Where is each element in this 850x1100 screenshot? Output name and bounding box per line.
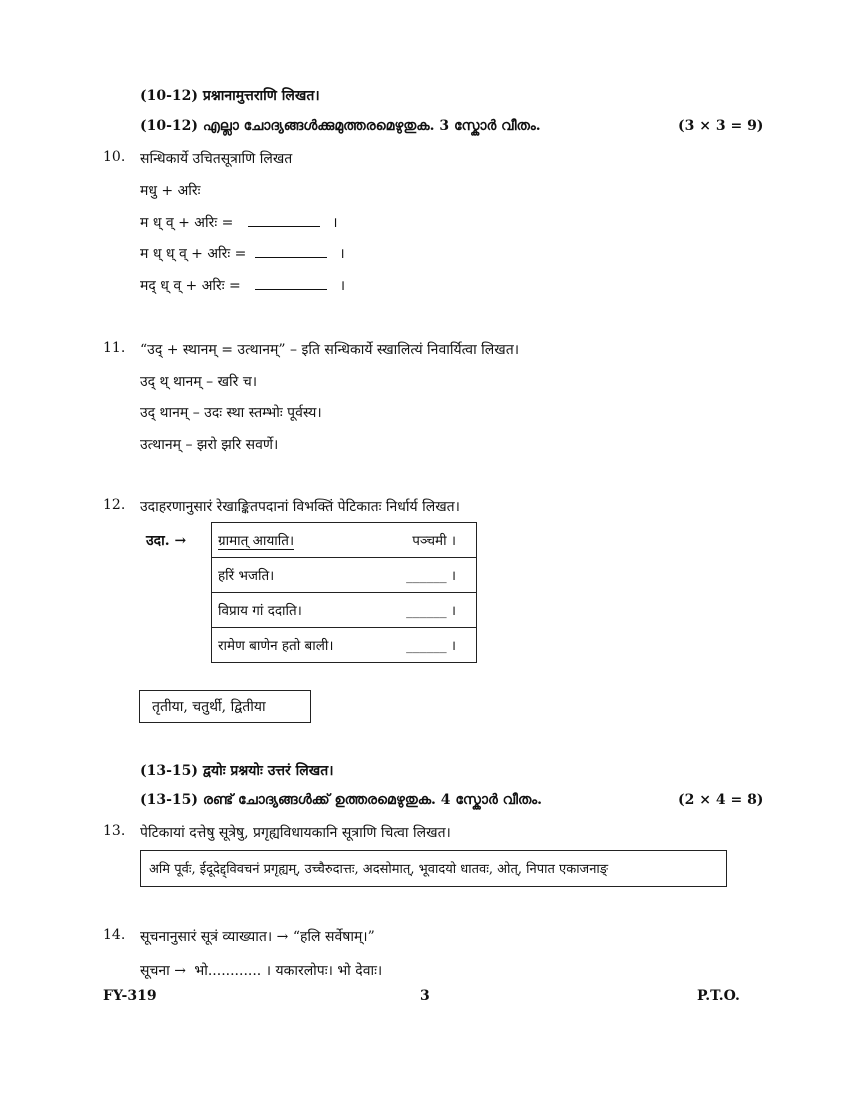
q10-line-4-text: मद् ध् व् + अरिः = bbox=[140, 278, 241, 294]
section1-heading-malayalam: (10-12) എല്ലാ ചോദ്യങ്ങൾക്കുമുത്തരമെഴുതുക. 3 സ്കോർ വീതം. bbox=[140, 118, 541, 134]
table-row bbox=[212, 593, 477, 628]
footer-page-number: 3 bbox=[420, 988, 430, 1004]
q12-number: 12. bbox=[103, 497, 126, 513]
q14-hint-text: भो............ । यकारलोपः। भो देवाः। bbox=[194, 963, 383, 979]
q14-hint-label: सूचना → bbox=[140, 963, 186, 979]
q14-prompt: सूचनानुसारं सूत्रं व्याख्यात। → “हलि सर्वेषाम्।” bbox=[140, 929, 375, 945]
footer-code: FY-319 bbox=[103, 988, 157, 1004]
q12-sentence-1: ग्रामात् आयाति। bbox=[212, 523, 381, 558]
table-row bbox=[212, 523, 477, 558]
q12-options-box bbox=[139, 690, 311, 723]
q12-answer-1: पञ्चमी । bbox=[380, 523, 477, 558]
table-row bbox=[212, 628, 477, 663]
section1-heading-sanskrit: (10-12) प्रश्नानामुत्तराणि लिखत। bbox=[140, 88, 320, 104]
q12-answer-3[interactable]: ______ । bbox=[380, 593, 477, 628]
q10-line-3-text: म ध् ध् व् + अरिः = bbox=[140, 246, 247, 262]
q12-sentence-2: हरिं भजति। bbox=[212, 558, 381, 593]
q10-danda-2: । bbox=[332, 215, 338, 231]
q12-sentence-3: विप्राय गां ददाति। bbox=[212, 593, 381, 628]
q11-line-2: उद् थानम् – उदः स्था स्तम्भोः पूर्वस्य। bbox=[140, 405, 322, 421]
section2-marks: (2 × 4 = 8) bbox=[678, 792, 764, 808]
q12-answer-2[interactable]: ______ । bbox=[380, 558, 477, 593]
q11-line-3: उत्थानम् – झरो झरि सवर्णे। bbox=[140, 437, 279, 453]
q12-table bbox=[211, 522, 477, 663]
q10-line-1: मधु + अरिः bbox=[140, 183, 201, 199]
q10-line-4 bbox=[140, 276, 345, 295]
q10-prompt: सन्धिकार्ये उचितसूत्राणि लिखत bbox=[140, 151, 293, 167]
section2-heading-sanskrit: (13-15) द्वयोः प्रश्नयोः उत्तरं लिखत। bbox=[140, 763, 334, 779]
q14-hint bbox=[140, 961, 382, 980]
q11-line-1: उद् थ् थानम् – खरि च। bbox=[140, 374, 258, 390]
q10-blank-2[interactable] bbox=[248, 226, 320, 227]
q12-example-label: उदा. → bbox=[146, 533, 187, 549]
q11-prompt: “उद् + स्थानम् = उत्थानम्” – इति सन्धिकार्ये स्खालित्यं निवार्यित्वा लिखत। bbox=[140, 342, 520, 358]
q10-line-2 bbox=[140, 213, 338, 232]
q10-blank-3[interactable] bbox=[255, 257, 327, 258]
q10-number: 10. bbox=[103, 149, 126, 165]
q10-line-3 bbox=[140, 244, 345, 263]
q13-sutra-box bbox=[140, 850, 727, 887]
q10-blank-4[interactable] bbox=[255, 289, 327, 290]
q13-prompt: पेटिकायां दत्तेषु सूत्रेषु, प्रगृह्यविधायकानि सूत्राणि चित्वा लिखत। bbox=[140, 825, 451, 841]
q12-prompt: उदाहरणानुसारं रेखाङ्कितपदानां विभक्तिं पेटिकातः निर्धार्य लिखत। bbox=[140, 499, 460, 515]
section2-heading-malayalam: (13-15) രണ്ട് ചോദ്യങ്ങൾക്ക് ഉത്തരമെഴുതുക. 4 സ്കോർ വീതം. bbox=[140, 792, 543, 808]
q10-line-2-text: म ध् व् + अरिः = bbox=[140, 215, 234, 231]
q10-danda-4: । bbox=[339, 278, 346, 294]
q12-options-text: तृतीया, चतुर्थी, द्वितीया bbox=[152, 699, 266, 715]
q12-answer-4[interactable]: ______ । bbox=[380, 628, 477, 663]
footer-pto: P.T.O. bbox=[697, 988, 740, 1004]
q11-number: 11. bbox=[103, 340, 126, 356]
q10-danda-3: । bbox=[339, 246, 345, 262]
table-row bbox=[212, 558, 477, 593]
section1-marks: (3 × 3 = 9) bbox=[678, 118, 764, 134]
q13-sutra-text: अमि पूर्वः, ईदूदेद्द्विवचनं प्रगृह्यम्, उच्चैरुदात्तः, अदसोमात्, भूवादयो धातवः, ओत्, निपात एकाजनाङ् bbox=[149, 862, 609, 877]
q12-sentence-4: रामेण बाणेन हतो बाली। bbox=[212, 628, 381, 663]
q13-number: 13. bbox=[103, 823, 126, 839]
q14-number: 14. bbox=[103, 927, 126, 943]
